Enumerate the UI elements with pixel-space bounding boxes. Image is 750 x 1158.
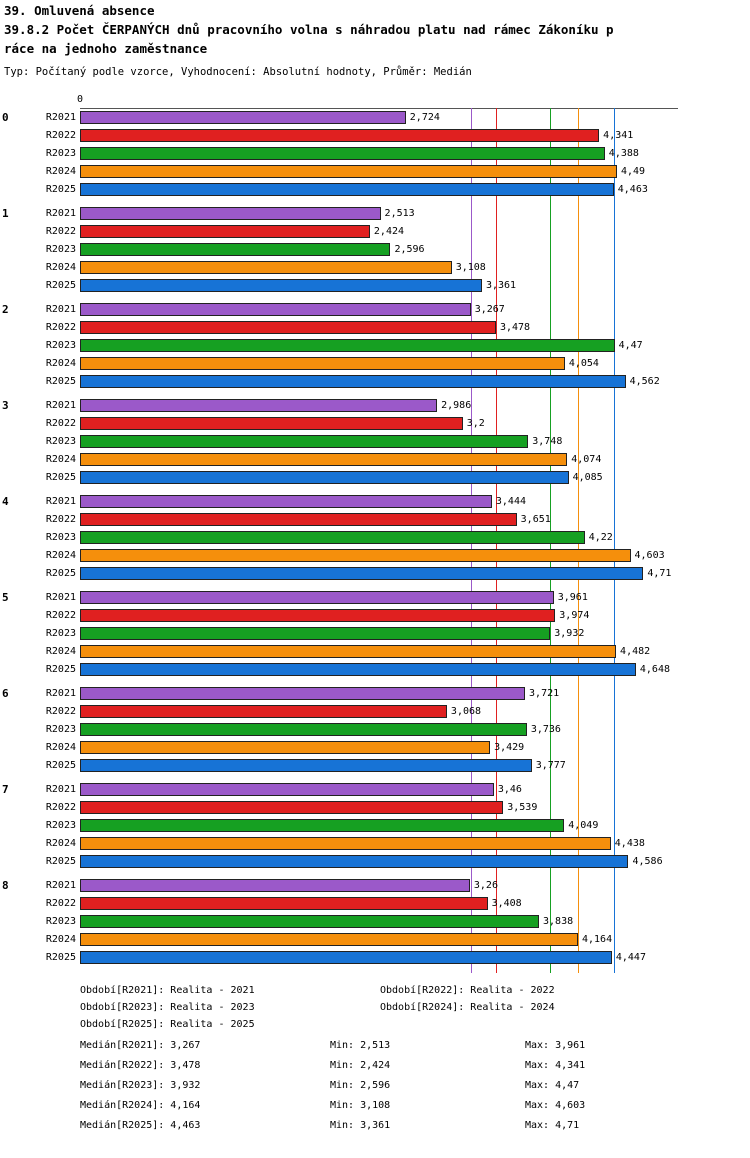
bar-value-label: 3,429 [494,742,525,753]
report-section-title: 39. Omluvená absence [4,3,155,18]
group-label: 4 [2,495,9,508]
chart-bar[interactable] [80,147,605,160]
chart-bar[interactable] [80,435,528,448]
bar-value-label: 3,539 [507,802,538,813]
chart-bar[interactable] [80,723,527,736]
chart-bar[interactable] [80,531,585,544]
series-row-label: R2025 [45,952,76,963]
chart-subtitle: Typ: Počítaný podle vzorce, Vyhodnocení: Absolutní hodnoty, Průměr: Medián [4,66,472,78]
bar-value-label: 4,049 [568,820,599,831]
bar-value-label: 2,424 [373,226,405,237]
bar-value-label: 3,408 [491,898,522,909]
bar-value-label: 3,444 [495,496,526,507]
chart-bar[interactable] [80,243,390,256]
bar-value-label: 3,108 [455,262,486,273]
bar-value-label: 4,482 [620,646,651,657]
bar-value-label: 4,22 [588,532,613,543]
bar-value-label: 4,054 [568,358,599,369]
chart-bar[interactable] [80,783,494,796]
series-row-label: R2023 [45,244,76,255]
chart-bar[interactable] [80,417,463,430]
bar-value-label: 4,447 [615,952,646,963]
chart-bar[interactable] [80,705,447,718]
bar-value-label: 3,736 [530,724,561,735]
chart-group [2,204,678,300]
series-row-label: R2023 [45,916,76,927]
bar-value-label: 4,648 [639,664,670,675]
chart-title-line-1: 39.8.2 Počet ČERPANÝCH dnů pracovního volna s náhradou platu nad rámec Zákoníku p [4,22,614,37]
legend-item: Období[R2021]: Realita - 2021 [80,985,255,996]
chart-bar[interactable] [80,165,617,178]
group-label: 5 [2,591,9,604]
chart-bar[interactable] [80,897,488,910]
chart-bar[interactable] [80,567,643,580]
group-label: 7 [2,783,9,796]
chart-bar[interactable] [80,687,525,700]
bar-value-label: 2,513 [384,208,415,219]
chart-bar[interactable] [80,129,599,142]
series-row-label: R2024 [45,358,76,369]
chart-bar[interactable] [80,261,452,274]
chart-bar[interactable] [80,357,565,370]
series-row-label: R2024 [45,550,76,561]
bar-value-label: 4,47 [618,340,643,351]
bar-value-label: 3,777 [535,760,566,771]
stat-max: Max: 3,961 [525,1040,586,1051]
chart-bar[interactable] [80,855,628,868]
bar-value-label: 3,974 [559,610,590,621]
bar-value-label: 3,361 [485,280,517,291]
bar-value-label: 3,748 [532,436,563,447]
chart-bar[interactable] [80,471,569,484]
bar-value-label: 4,71 [647,568,672,579]
chart-bar[interactable] [80,399,437,412]
group-label: 0 [2,111,9,124]
chart-bar[interactable] [80,591,554,604]
bar-value-label: 3,961 [557,592,588,603]
bar-value-label: 4,562 [629,376,660,387]
series-row-label: R2023 [45,148,76,159]
bar-value-label: 3,068 [450,706,482,717]
bar-value-label: 3,651 [520,514,551,525]
stat-min: Min: 2,596 [330,1080,391,1091]
chart-group [2,492,678,588]
bar-value-label: 4,074 [571,454,602,465]
group-label: 8 [2,879,9,892]
bar-value-label: 4,586 [632,856,663,867]
series-row-label: R2024 [45,646,76,657]
series-row-label: R2022 [45,610,76,621]
series-row-label: R2022 [45,322,76,333]
chart-bar[interactable] [80,339,615,352]
chart-bar[interactable] [80,741,490,754]
series-row-label: R2025 [45,376,76,387]
chart-group [2,396,678,492]
series-row-label: R2021 [45,496,76,507]
legend-item: Období[R2025]: Realita - 2025 [80,1019,255,1030]
series-row-label: R2021 [45,208,76,219]
series-row-label: R2023 [45,436,76,447]
series-row-label: R2022 [45,898,76,909]
series-row-label: R2024 [45,934,76,945]
chart-bar[interactable] [80,951,612,964]
chart-group [2,300,678,396]
bar-value-label: 4,603 [634,550,665,561]
bar-value-label: 4,463 [617,184,648,195]
series-row-label: R2024 [45,838,76,849]
chart-bar[interactable] [80,609,555,622]
stat-median: Medián[R2021]: 3,267 [80,1040,201,1051]
bar-value-label: 3,721 [529,688,560,699]
chart-bar[interactable] [80,279,482,292]
series-row-label: R2021 [45,304,76,315]
series-row-label: R2021 [45,400,76,411]
legend-item: Období[R2022]: Realita - 2022 [380,985,555,996]
x-axis-zero-tick-label: 0 [77,94,84,105]
legend-item: Období[R2023]: Realita - 2023 [80,1002,255,1013]
chart-plot-area [2,108,678,973]
chart-bar[interactable] [80,183,614,196]
chart-bar[interactable] [80,915,539,928]
series-row-label: R2023 [45,340,76,351]
stat-max: Max: 4,341 [525,1060,586,1071]
group-label: 2 [2,303,9,316]
chart-bar[interactable] [80,375,626,388]
chart-bar[interactable] [80,495,492,508]
chart-bar[interactable] [80,879,470,892]
bar-value-label: 4,085 [572,472,603,483]
chart-bar[interactable] [80,513,517,526]
series-row-label: R2023 [45,820,76,831]
bar-value-label: 3,26 [473,880,498,891]
series-row-label: R2025 [45,568,76,579]
chart-bar[interactable] [80,759,532,772]
chart-bar[interactable] [80,819,564,832]
chart-bar[interactable] [80,837,611,850]
series-row-label: R2022 [45,130,76,141]
series-row-label: R2022 [45,226,76,237]
chart-bar[interactable] [80,453,567,466]
bar-value-label: 3,46 [497,784,522,795]
chart-bar[interactable] [80,321,496,334]
legend-item: Období[R2024]: Realita - 2024 [380,1002,555,1013]
chart-bar[interactable] [80,111,406,124]
series-row-label: R2024 [45,742,76,753]
bar-value-label: 4,164 [582,934,613,945]
chart-group [2,780,678,876]
series-row-label: R2025 [45,664,76,675]
bar-value-label: 2,986 [441,400,472,411]
chart-group [2,876,678,972]
series-row-label: R2024 [45,454,76,465]
stat-min: Min: 3,108 [330,1100,391,1111]
bar-value-label: 4,49 [621,166,646,177]
stat-median: Medián[R2025]: 4,463 [80,1120,201,1131]
bar-value-label: 4,388 [608,148,639,159]
chart-bar[interactable] [80,663,636,676]
series-row-label: R2024 [45,262,76,273]
bar-value-label: 4,438 [614,838,645,849]
series-row-label: R2023 [45,532,76,543]
stat-median: Medián[R2024]: 4,164 [80,1100,201,1111]
series-row-label: R2022 [45,706,76,717]
bar-value-label: 2,596 [394,244,425,255]
series-row-label: R2025 [45,760,76,771]
stat-max: Max: 4,71 [525,1120,580,1131]
series-row-label: R2021 [45,880,76,891]
bar-value-label: 3,932 [554,628,585,639]
series-row-label: R2022 [45,418,76,429]
series-row-label: R2025 [45,184,76,195]
bar-value-label: 4,341 [603,130,634,141]
chart-bar[interactable] [80,207,381,220]
series-row-label: R2024 [45,166,76,177]
chart-title-line-2: ráce na jednoho zaměstnance [4,41,208,56]
series-row-label: R2025 [45,472,76,483]
bar-value-label: 3,838 [543,916,574,927]
stat-max: Max: 4,47 [525,1080,580,1091]
chart-bar[interactable] [80,549,631,562]
chart-bar[interactable] [80,645,616,658]
bar-value-label: 3,267 [474,304,505,315]
series-row-label: R2025 [45,280,76,291]
chart-bar[interactable] [80,933,578,946]
group-label: 6 [2,687,9,700]
chart-group [2,684,678,780]
stat-min: Min: 2,513 [330,1040,391,1051]
series-row-label: R2025 [45,856,76,867]
bar-value-label: 2,724 [409,112,440,123]
series-row-label: R2021 [45,688,76,699]
stat-min: Min: 2,424 [330,1060,391,1071]
series-row-label: R2021 [45,784,76,795]
series-row-label: R2021 [45,112,76,123]
chart-bar[interactable] [80,225,370,238]
series-row-label: R2022 [45,802,76,813]
series-row-label: R2021 [45,592,76,603]
group-label: 3 [2,399,9,412]
chart-group [2,588,678,684]
chart-group [2,108,678,204]
stat-median: Medián[R2023]: 3,932 [80,1080,201,1091]
bar-value-label: 3,478 [499,322,531,333]
chart-bar[interactable] [80,801,503,814]
chart-bar[interactable] [80,627,550,640]
stat-max: Max: 4,603 [525,1100,586,1111]
series-row-label: R2022 [45,514,76,525]
stat-min: Min: 3,361 [330,1120,391,1131]
stat-median: Medián[R2022]: 3,478 [80,1060,201,1071]
series-row-label: R2023 [45,628,76,639]
bar-value-label: 3,2 [466,418,485,429]
chart-bar[interactable] [80,303,471,316]
series-row-label: R2023 [45,724,76,735]
group-label: 1 [2,207,9,220]
